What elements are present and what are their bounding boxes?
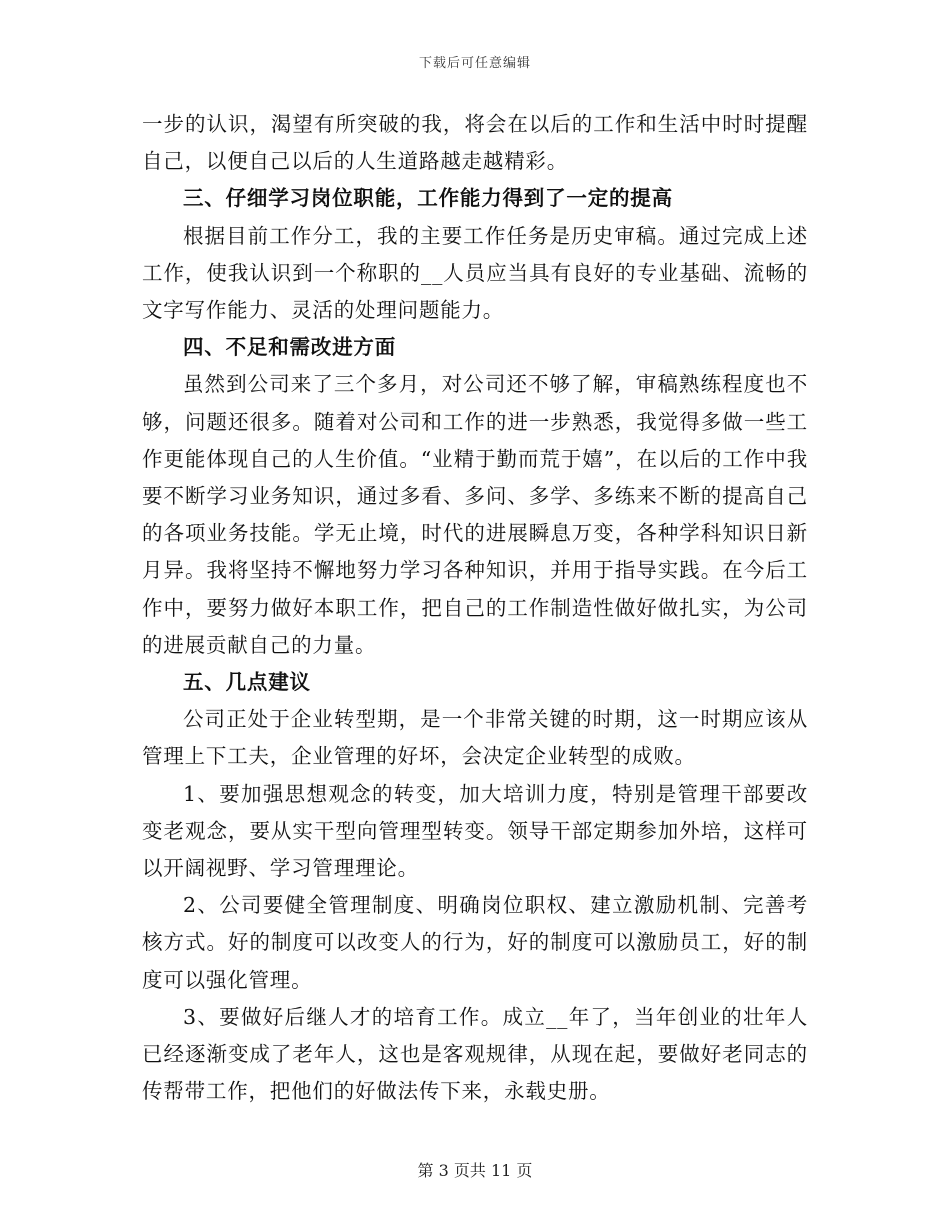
section-heading-3: 三、仔细学习岗位职能，工作能力得到了一定的提高 bbox=[183, 186, 673, 211]
suggestion-item-3: 3、要做好后继人才的培育工作。成立__年了，当年创业的壮年人已经逐渐变成了老年人，这也是客观规律，从现在起，要做好老同志的传帮带工作，把他们的好做法传下来，永载史册。 bbox=[142, 1004, 808, 1104]
page-header: 下载后可任意编辑 bbox=[418, 56, 531, 71]
page-footer: 第 3 页共 11 页 bbox=[417, 1161, 533, 1180]
suggestion-item-2: 2、公司要健全管理制度、明确岗位职权、建立激励机制、完善考核方式。好的制度可以改变人的行为，好的制度可以激励员工，好的制度可以强化管理。 bbox=[142, 893, 808, 992]
document-body bbox=[142, 106, 808, 1110]
paragraph: 虽然到公司来了三个多月，对公司还不够了解，审稿熟练程度也不够，问题还很多。随着对公司和工作的进一步熟悉，我觉得多做一些工作更能体现自己的人生价值。“业精于勤而荒于嬉”，在以后的工作中我要不断学习业务知识，通过多看、多问、多学、多练来不断的提高自己的各项业务技能。学无止境，时代的进展瞬息万变，各种学科知识日新月异。我将坚持不懈地努力学习各种知识，并用于指导实践。在今后工作中，要努力做好本职工作，把自己的工作制造性做好做扎实，为公司的进展贡献自己的力量。 bbox=[142, 372, 808, 657]
suggestion-item-1: 1、要加强思想观念的转变，加大培训力度，特别是管理干部要改变老观念，要从实干型向管理型转变。领导干部定期参加外培，这样可以开阔视野、学习管理理论。 bbox=[142, 781, 808, 881]
paragraph-continued: 一步的认识，渴望有所突破的我，将会在以后的工作和生活中时时提醒自己，以便自己以后的人生道路越走越精彩。 bbox=[142, 112, 808, 174]
section-heading-5: 五、几点建议 bbox=[183, 670, 311, 695]
section-heading-4: 四、不足和需改进方面 bbox=[183, 335, 396, 360]
paragraph: 公司正处于企业转型期，是一个非常关键的时期，这一时期应该从管理上下工夫，企业管理的好坏，会决定企业转型的成败。 bbox=[142, 707, 808, 769]
paragraph: 根据目前工作分工，我的主要工作任务是历史审稿。通过完成上述工作，使我认识到一个称职的__人员应当具有良好的专业基础、流畅的文字写作能力、灵活的处理问题能力。 bbox=[142, 223, 808, 323]
